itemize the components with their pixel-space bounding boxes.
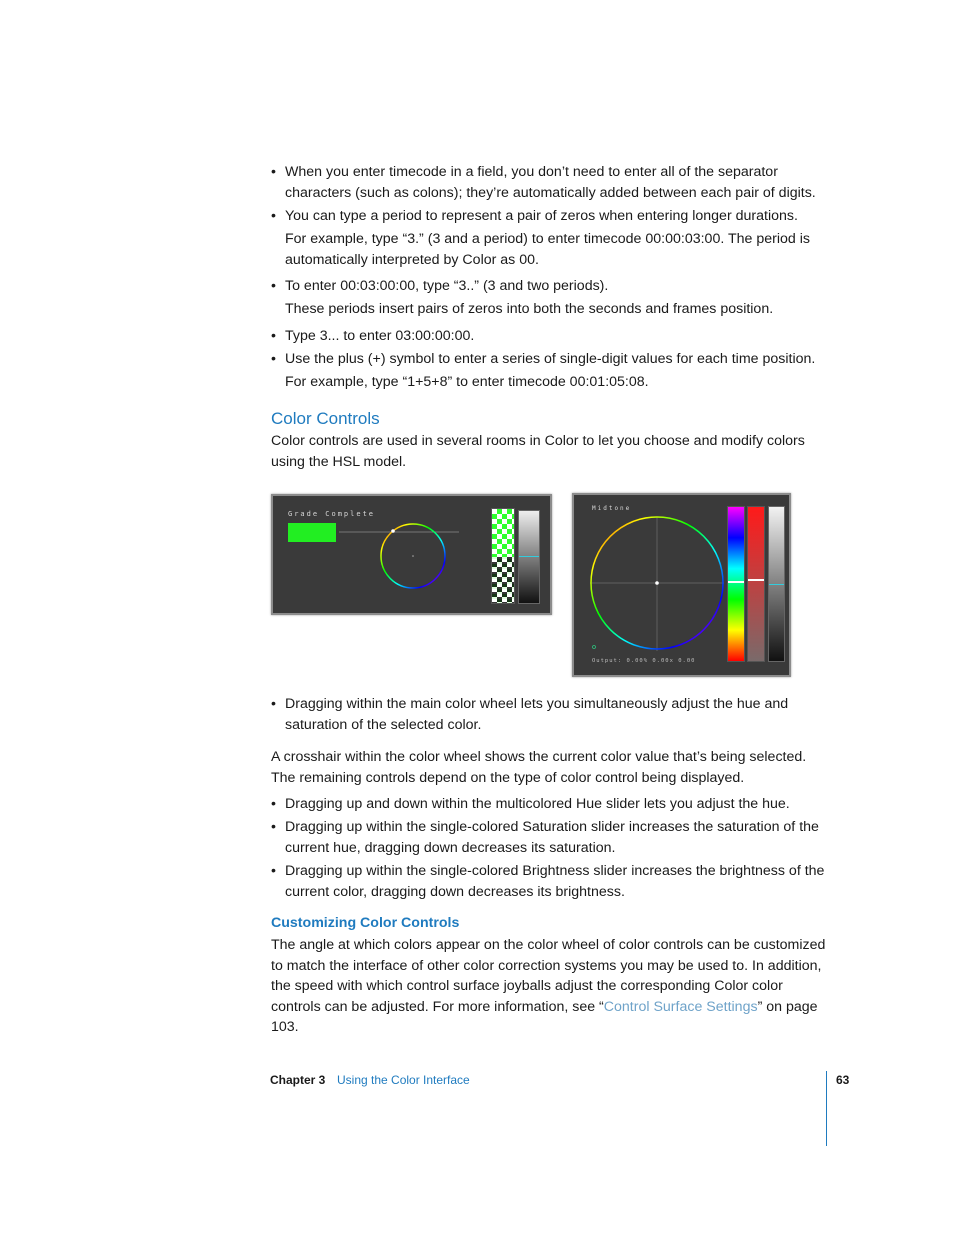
grade-complete-label: Grade Complete: [288, 510, 376, 518]
subsection-heading: Customizing Color Controls: [271, 915, 460, 931]
brightness-indicator: [519, 556, 539, 557]
bullet-text: To enter 00:03:00:00, type “3..” (3 and two periods).: [285, 278, 609, 294]
list-item: [271, 326, 831, 347]
list-item: [271, 861, 831, 903]
section-heading: Color Controls: [271, 409, 380, 428]
color-control-screenshot-small: [271, 494, 552, 615]
bullet-text: Type 3... to enter 03:00:00:00.: [285, 328, 475, 344]
midtone-label: Midtone: [592, 505, 632, 512]
subsection-text-before: The angle at which colors appear on the color wheel of color controls can be customized to match the interface of other color correction systems you may be used to. In addition, the speed with which control surface joyballs adjust the corresponding Color color controls can be adjusted. For more information, see “: [271, 937, 826, 1015]
color-control-screenshot-large: [572, 493, 791, 677]
list-item: [271, 206, 831, 271]
footer-chapter: Chapter 3: [270, 1073, 326, 1087]
bullet-subtext: For example, type “3.” (3 and a period) to enter timecode 00:00:03:00. The period is automatically interpreted by Color as 00.: [285, 231, 810, 268]
saturation-slider[interactable]: [747, 506, 765, 662]
section-intro: Color controls are used in several rooms in Color to let you choose and modify colors using the HSL model.: [271, 433, 805, 470]
bullet-dot: •: [271, 328, 276, 344]
saturation-indicator: [748, 579, 764, 581]
bullet-text: Dragging up within the single-colored Saturation slider increases the saturation of the current hue, dragging down decreases its saturation.: [285, 819, 819, 856]
bullet-dot: •: [271, 696, 276, 712]
brightness-indicator: [769, 584, 784, 585]
list-item: [271, 276, 831, 320]
bullet-dot: •: [271, 208, 276, 224]
bullet-text: Dragging up and down within the multicolored Hue slider lets you adjust the hue.: [285, 796, 790, 812]
subsection-paragraph: [271, 935, 831, 1038]
hue-indicator: [728, 581, 744, 583]
footer-divider: [826, 1071, 827, 1146]
bullet-dot: •: [271, 863, 276, 879]
bullet-text: Use the plus (+) symbol to enter a series of single-digit values for each time position.: [285, 351, 816, 367]
list-item: [271, 794, 831, 815]
hue-slider[interactable]: [727, 506, 745, 662]
bullet-subtext: For example, type “1+5+8” to enter timecode 00:01:05:08.: [285, 374, 649, 390]
bullet-dot: •: [271, 278, 276, 294]
list-item: [271, 817, 831, 859]
footer-chapter-title[interactable]: Using the Color Interface: [337, 1073, 470, 1087]
bullet-dot: •: [271, 819, 276, 835]
bullet-text: You can type a period to represent a pair of zeros when entering longer durations.: [285, 208, 798, 224]
crosshair-paragraph: A crosshair within the color wheel shows the current color value that’s being selected. The remaining controls depend on the type of color control being displayed.: [271, 749, 807, 786]
brightness-slider[interactable]: [518, 510, 540, 604]
bullet-dot: •: [271, 796, 276, 812]
bullet-text: Dragging up within the single-colored Brightness slider increases the brightness of the current color, dragging down decreases its brightness.: [285, 863, 825, 900]
brightness-slider[interactable]: [768, 506, 785, 662]
bullet-dot: •: [271, 351, 276, 367]
list-item: [271, 349, 831, 393]
bullet-dot: •: [271, 164, 276, 180]
control-surface-settings-link[interactable]: Control Surface Settings: [603, 998, 758, 1015]
list-item: [271, 694, 831, 736]
saturation-slider[interactable]: [491, 508, 515, 604]
output-readout: Output: 0.00% 0.00x 0.00: [592, 658, 696, 664]
subsection-text-after: ” on page 103.: [271, 998, 818, 1035]
bullet-text: When you enter timecode in a field, you don’t need to enter all of the separator characters (such as colons); they’re automatically added between each pair of digits.: [285, 164, 816, 201]
page-number: 63: [836, 1073, 850, 1087]
list-item: [271, 162, 831, 204]
bullet-text: Dragging within the main color wheel lets you simultaneously adjust the hue and saturation of the selected color.: [285, 696, 789, 733]
bullet-subtext: These periods insert pairs of zeros into both the seconds and frames position.: [285, 301, 774, 317]
